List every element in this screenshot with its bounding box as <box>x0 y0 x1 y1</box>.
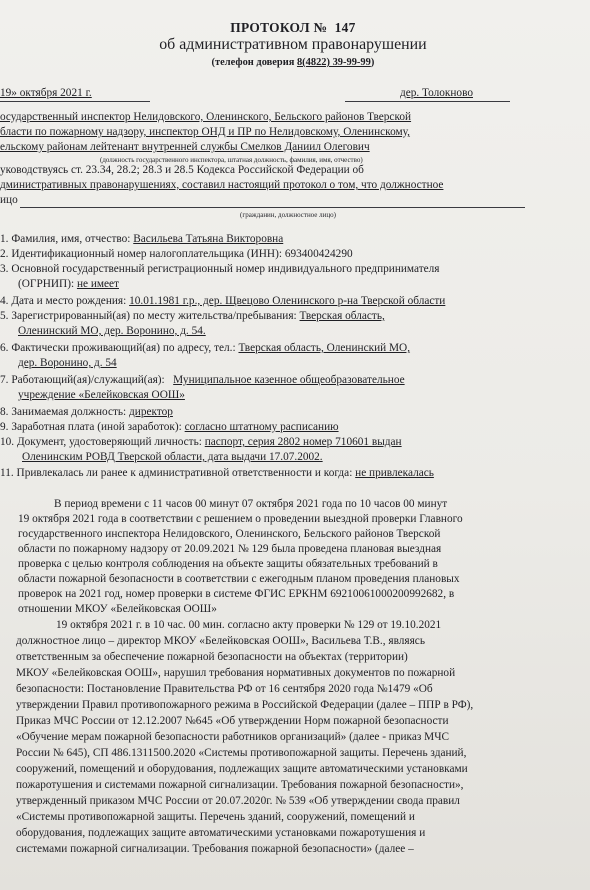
paragraph-line: проверок на 2021 год, номер проверки в системе ФГИС ЕРКНМ 69210061000200992682, в <box>18 588 455 600</box>
list-item <box>0 309 385 324</box>
protocol-place: дер. Толокново <box>400 87 473 99</box>
item-label: (ОГРНИП): <box>18 278 75 290</box>
inspector-line-1: осударственный инспектор Нелидовского, Оленинского, Бельского районов Тверской <box>0 111 412 123</box>
date-underline <box>0 101 150 102</box>
paragraph-line: 19 октября 2021 г. в 10 час. 00 мин. согласно акту проверки № 129 от 19.10.2021 <box>56 619 442 631</box>
item-number: 6. <box>0 342 9 354</box>
paragraph-line: области пожарной безопасности в соответствии с ежегодным планом проведения плановых <box>18 573 460 585</box>
item-number: 10. <box>0 436 15 448</box>
item-label: Дата и место рождения: <box>11 295 127 307</box>
item-value: 693400424290 <box>284 248 353 260</box>
list-item-continuation <box>18 277 119 292</box>
hotline-label: (телефон доверия <box>211 57 295 68</box>
item-label: Зарегистрированный(ая) по месту жительства/пребывания: <box>11 310 297 322</box>
item-label: Привлекалась ли ранее к административной ответственности и когда: <box>16 467 353 479</box>
item-value: согласно штатному расписанию <box>184 421 339 433</box>
item-value: Тверская область, Оленинский МО, <box>238 342 411 354</box>
list-item-continuation: Оленинский МО, дер. Воронино, д. 54. <box>18 325 206 337</box>
item-label: Идентификационный номер налогоплательщика (ИНН): <box>11 248 282 260</box>
list-item-continuation: учреждение «Белейковская ООШ» <box>18 389 185 401</box>
list-item <box>0 247 353 262</box>
protocol-number: 147 <box>334 20 356 35</box>
item-label: Заработная плата (иной заработок): <box>11 421 182 433</box>
list-item <box>0 341 410 356</box>
item-label: Фактически проживающий(ая) по адресу, тел.: <box>11 342 236 354</box>
item-number: 5. <box>0 310 9 322</box>
paragraph-line: «Системы противопожарной защиты. Перечень зданий, сооружений, помещений и <box>16 811 415 823</box>
item-number: 3. <box>0 263 9 275</box>
list-item <box>0 262 440 277</box>
paragraph-line: Приказ МЧС России от 12.12.2007 №645 «Об утверждении Норм пожарной безопасности <box>16 715 449 727</box>
paragraph-line: системами пожарной сигнализации. Требования пожарной безопасности» (далее – <box>16 843 414 855</box>
item-number: 2. <box>0 248 9 260</box>
paragraph-line: России № 645), СП 486.1311500.2020 «Системы противопожарной защиты. Перечень зданий, <box>16 747 467 759</box>
item-value: Тверская область, <box>299 310 385 322</box>
protocol-date: 19» октября 2021 г. <box>0 87 92 99</box>
item-value: 10.01.1981 г.р., дер. Щвецово Оленинского р-на Тверской области <box>129 295 446 307</box>
list-item-continuation: Оленинским РОВД Тверской области, дата выдачи 17.07.2002. <box>22 451 323 463</box>
inspector-line-2: бласти по пожарному надзору, инспектор ОНД и ПР по Нелидовскому, Оленинскому, <box>0 126 411 138</box>
paragraph-line: оборудования, подлежащих защите автоматическими установками пожаротушения и <box>16 827 426 839</box>
item-value: директор <box>129 406 173 418</box>
list-item <box>0 420 339 435</box>
item-label: Основной государственный регистрационный номер индивидуального предпринимателя <box>11 263 440 275</box>
item-value: Васильева Татьяна Викторовна <box>133 233 284 245</box>
list-item <box>0 466 434 481</box>
paragraph-line: должностное лицо – директор МКОУ «Белейковская ООШ», Васильева Т.В., являясь <box>16 635 425 647</box>
paragraph-line: проверка с целью контроля соблюдения на объекте защиты обязательных требований в <box>18 558 438 570</box>
paragraph-line: ответственным за обеспечение пожарной безопасности на объектах (территории) <box>16 651 408 663</box>
item-label: Документ, удостоверяющий личность: <box>16 436 202 448</box>
law-line-3: ицо <box>0 194 18 206</box>
paragraph-line: сооружений, помещений и оборудования, подлежащих защите автоматическими установками <box>16 763 468 775</box>
paragraph-line: утвержденный приказом МЧС России от 20.07.2020г. № 539 «Об утверждении свода правил <box>16 795 460 807</box>
item-number: 11. <box>0 467 14 479</box>
paragraph-line: пожаротушения и системами пожарной сигнализации. Требования пожарной безопасности», <box>16 779 464 791</box>
paragraph-line: отношении МКОУ «Белейковская ООШ» <box>18 603 217 615</box>
paragraph-line: государственного инспектора Нелидовского, Оленинского, Бельского районов Тверской <box>18 528 441 540</box>
list-item <box>0 373 405 388</box>
item-number: 4. <box>0 295 9 307</box>
protocol-title <box>0 20 586 36</box>
paragraph-line: утверждении Правил противопожарного режима в Российской Федерации (далее – ППР в РФ), <box>16 699 474 711</box>
inspector-line-3: ельскому районам лейтенант внутренней службы Смелков Даниил Олегович <box>0 141 370 153</box>
item-label: Фамилия, имя, отчество: <box>11 233 131 245</box>
item-value: не привлекалась <box>355 467 434 479</box>
item-value: Муниципальное казенное общеобразовательное <box>173 374 405 386</box>
paragraph-line: В период времени с 11 часов 00 минут 07 октября 2021 года по 10 часов 00 минут <box>54 498 448 510</box>
paragraph-line: безопасности: Постановление Правительства РФ от 16 сентября 2020 года №1479 «Об <box>16 683 433 695</box>
item-label: Занимаемая должность: <box>11 406 127 418</box>
paragraph-line: 19 октября 2021 года в соответствии с решением о проведении выездной проверки Главного <box>18 513 463 525</box>
hotline <box>0 57 586 68</box>
paragraph-line: области по пожарному надзору от 20.09.2021 № 129 была проведена плановая выездная <box>18 543 442 555</box>
person-type-underline <box>20 207 525 208</box>
list-item <box>0 435 402 450</box>
list-item-continuation: дер. Воронино, д. 54 <box>18 357 117 369</box>
item-number: 8. <box>0 406 9 418</box>
protocol-subtitle: об административном правонарушении <box>159 36 427 53</box>
list-item <box>0 405 173 420</box>
inspector-caption: (должность государственного инспектора, штатная должность, фамилия, имя, отчество) <box>100 156 363 164</box>
law-line-1: уководствуясь ст. 23.34, 28.2; 28.3 и 28.5 Кодекса Российской Федерации об <box>0 164 364 176</box>
hotline-close: ) <box>370 57 375 68</box>
item-number: 9. <box>0 421 9 433</box>
item-label: Работающий(ая)/служащий(ая): <box>11 374 165 386</box>
person-type-caption: (гражданин, должностное лицо) <box>240 211 336 219</box>
list-item <box>0 232 283 247</box>
title-prefix: ПРОТОКОЛ № <box>230 20 328 35</box>
item-number: 1. <box>0 233 9 245</box>
item-value: не имеет <box>76 278 119 290</box>
paragraph-line: МКОУ «Белейковская ООШ», нарушил требования нормативных документов по пожарной <box>16 667 456 679</box>
item-number: 7. <box>0 374 9 386</box>
hotline-number: 8(4822) 39-99-99 <box>296 57 371 68</box>
paragraph-line: «Обучение мерам пожарной безопасности работников организаций» (далее - приказ МЧС <box>16 731 450 743</box>
list-item <box>0 294 445 309</box>
item-value: паспорт, серия 2802 номер 710601 выдан <box>204 436 402 448</box>
law-line-2: дминистративных правонарушениях, составил настоящий протокол о том, что должностное <box>0 179 444 191</box>
place-underline <box>345 101 510 102</box>
